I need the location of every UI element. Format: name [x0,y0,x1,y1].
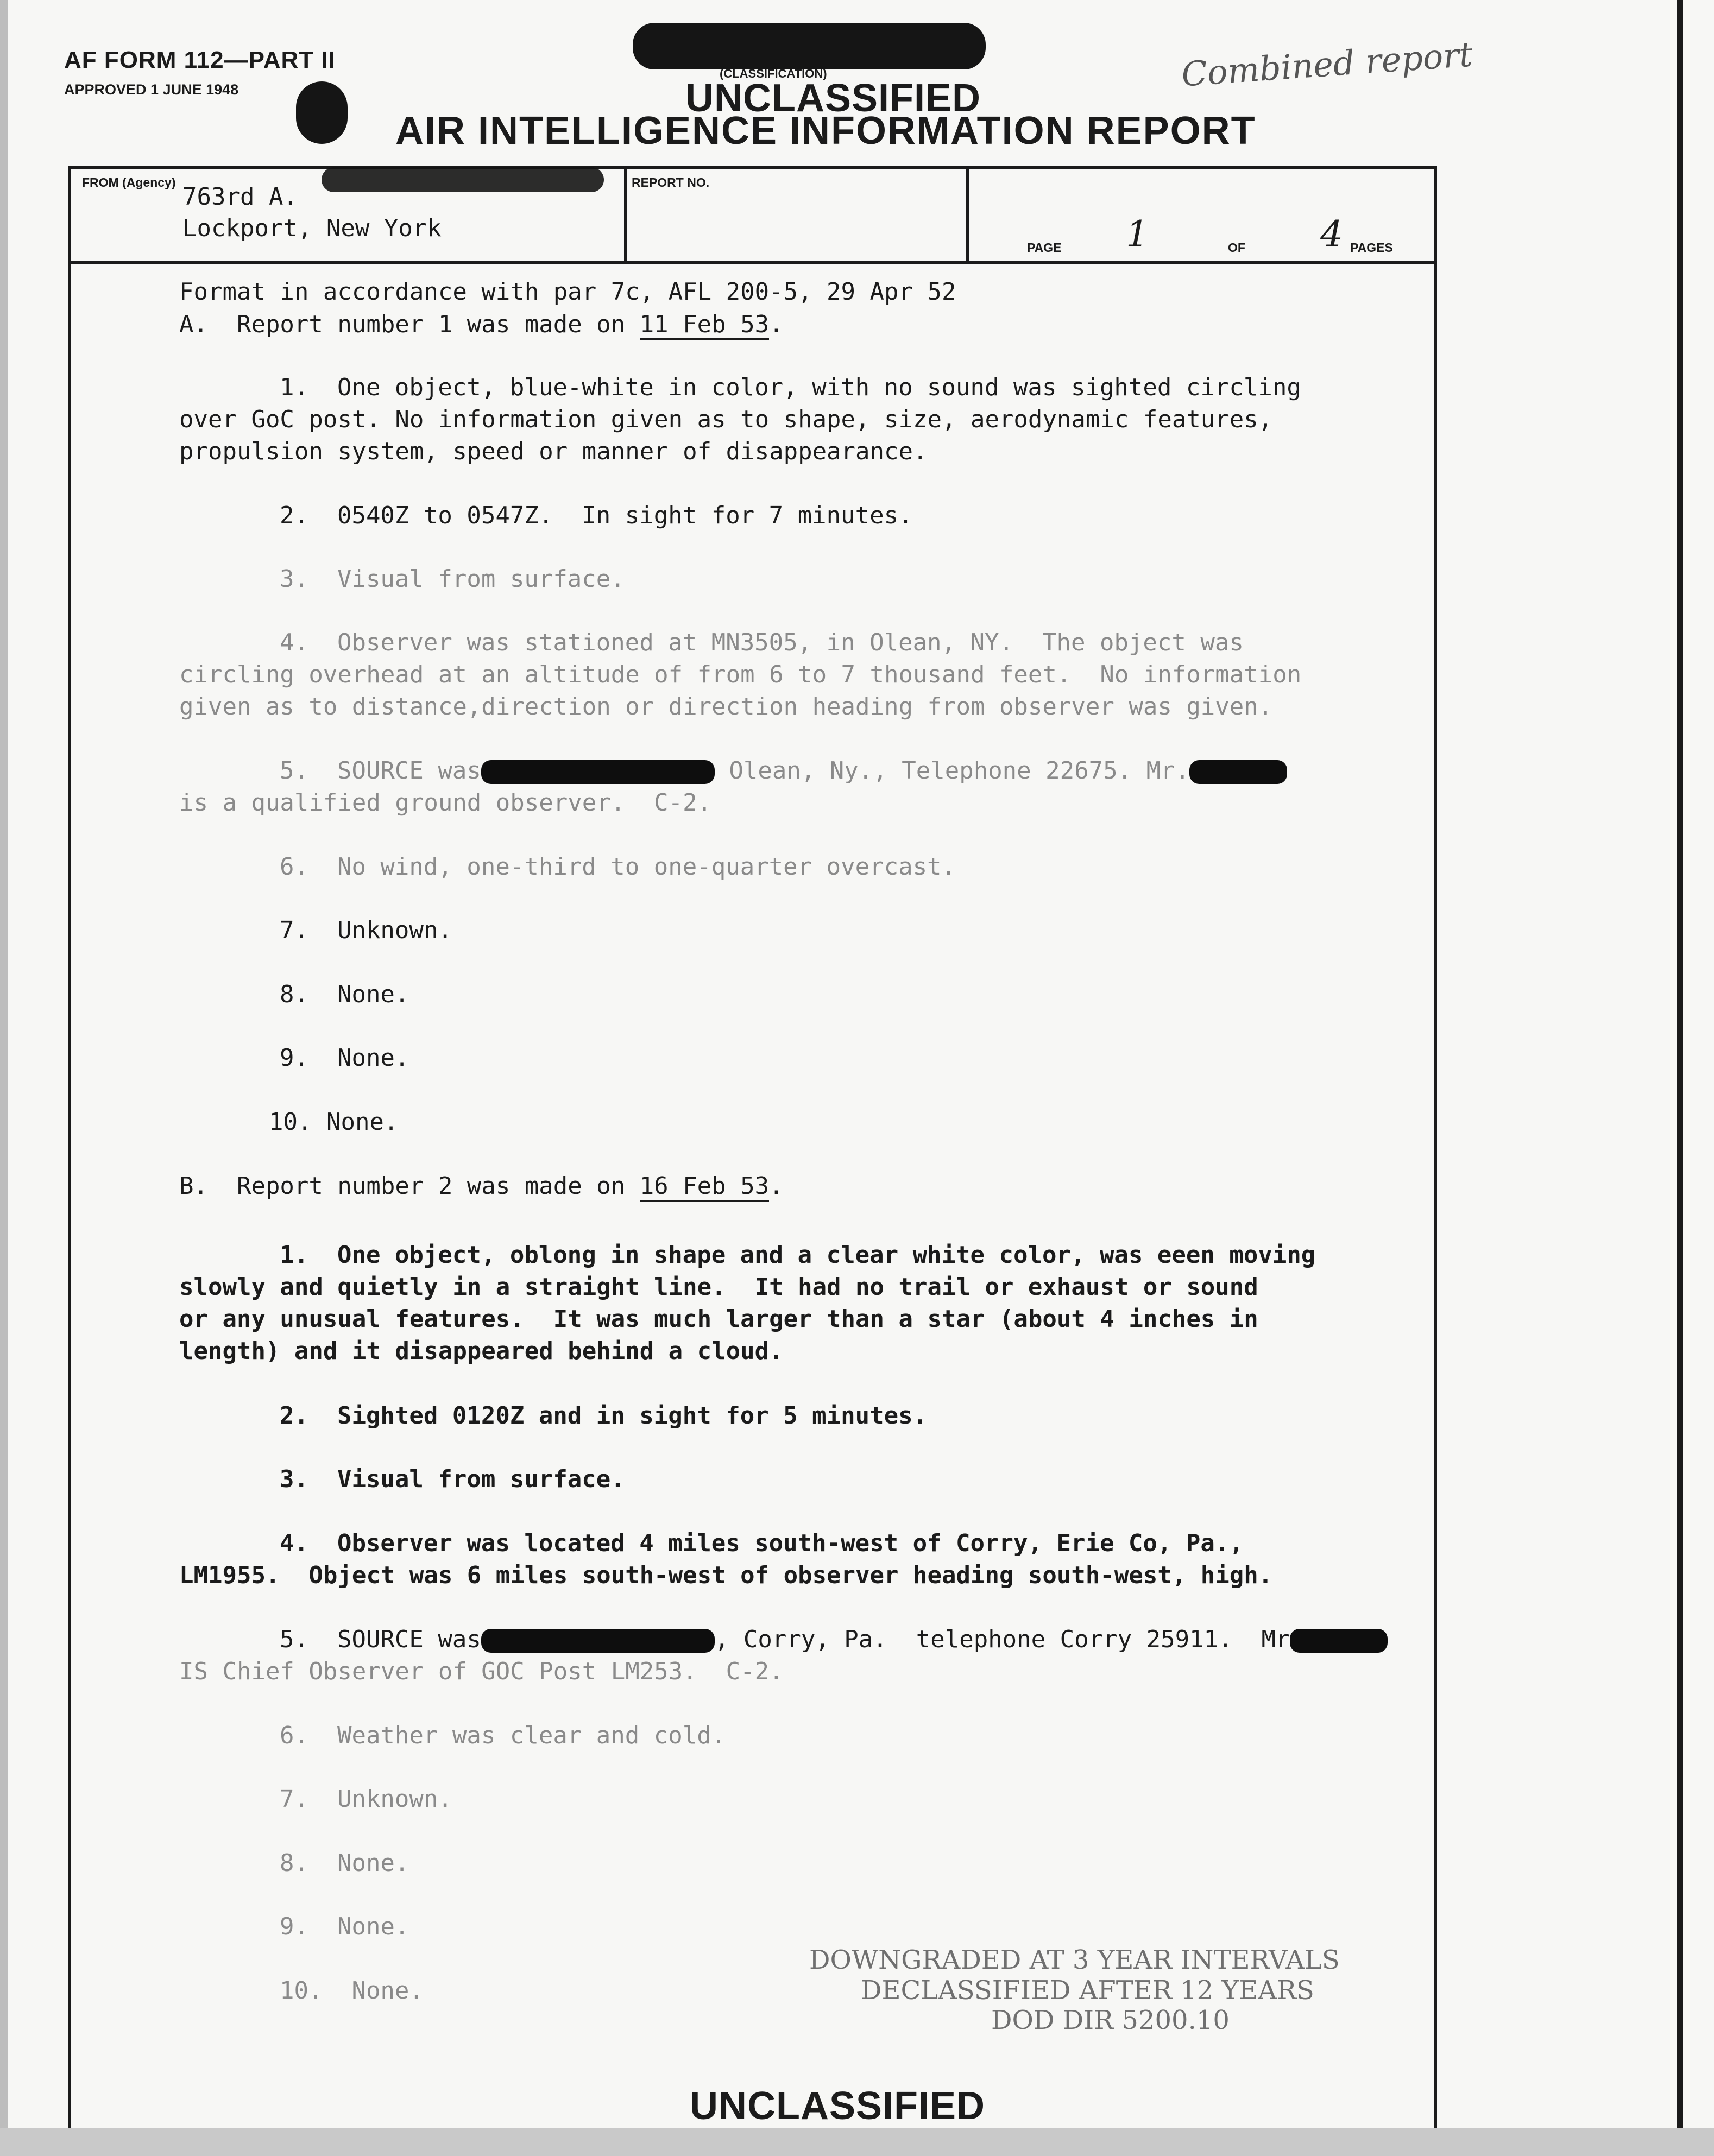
report-a-item-1: over GoC post. No information given as to shape, size, aerodynamic features, [179,406,1273,433]
report-b-item-1: or any unusual features. It was much larger than a star (about 4 inches in [179,1305,1258,1333]
declassification-stamp-line3: DOD DIR 5200.10 [991,2005,1230,2035]
redaction-blot-top [633,23,986,69]
classification-bottom: UNCLASSIFIED [690,2084,986,2128]
report-b-item-4: LM1955. Object was 6 miles south-west of observer heading south-west, high. [179,1561,1273,1589]
pages-label: PAGES [1350,241,1393,255]
report-b-item-4: 4. Observer was located 4 miles south-west of Corry, Erie Co, Pa., [280,1529,1244,1557]
report-b-item-9: 9. None. [280,1913,409,1940]
report-b-heading: B. Report number 2 was made on 16 Feb 53. [179,1172,784,1200]
classification-top: UNCLASSIFIED [685,77,981,120]
report-header-box [68,166,1437,264]
redaction-from [322,167,604,192]
report-a-item-5: 5. SOURCE was Olean, Ny., Telephone 22675. Mr. [280,757,1287,785]
report-b-item-5: IS Chief Observer of GOC Post LM253. C-2. [179,1658,784,1685]
report-b-item-5: 5. SOURCE was , Corry, Pa. telephone Corry 25911. Mr [280,1626,1388,1653]
report-b-item-3: 3. Visual from surface. [280,1465,625,1493]
report-b-date: 16 Feb 53 [640,1172,769,1202]
scan-edge-right [1677,0,1683,2156]
scan-edge-left [0,0,8,2156]
report-a-item-3: 3. Visual from surface. [280,565,625,593]
from-agency-line2: Lockport, New York [182,214,442,242]
redaction [481,760,715,784]
report-a-item-9: 9. None. [280,1044,409,1072]
frame-border-right [1434,264,1437,2128]
report-title: AIR INTELLIGENCE INFORMATION REPORT [395,109,1256,153]
report-b-item-6: 6. Weather was clear and cold. [280,1722,726,1749]
report-a-heading: A. Report number 1 was made on 11 Feb 53. [179,311,784,338]
page-number: 1 [1126,213,1149,255]
report-a-item-7: 7. Unknown. [280,916,452,944]
from-agency-line1: 763rd A. [182,183,298,211]
classification-label: (CLASSIFICATION) [720,67,827,80]
handwritten-note: Combined report [1180,34,1474,94]
report-a-item-4: given as to distance,direction or direction heading from observer was given. [179,693,1273,720]
format-line: Format in accordance with par 7c, AFL 200-5, 29 Apr 52 [179,278,956,306]
scan-edge-bottom [0,2128,1714,2156]
report-a-item-8: 8. None. [280,981,409,1008]
report-a-item-6: 6. No wind, one-third to one-quarter overcast. [280,853,956,881]
from-label: FROM (Agency) [82,175,176,189]
report-a-item-5: is a qualified ground observer. C-2. [179,789,712,817]
report-b-item-7: 7. Unknown. [280,1785,452,1813]
report-b-item-8: 8. None. [280,1849,409,1877]
report-a-item-1: propulsion system, speed or manner of disappearance. [179,438,928,465]
redaction [1189,760,1287,784]
ink-blot [296,81,348,144]
report-b-item-1: 1. One object, oblong in shape and a clear white color, was eeen moving [280,1241,1316,1269]
form-approved-date: APPROVED 1 JUNE 1948 [64,81,239,98]
report-b-item-1: slowly and quietly in a straight line. It had no trail or exhaust or sound [179,1273,1258,1301]
page-label: PAGE [1027,241,1062,255]
header-divider [966,169,969,261]
report-a-item-10: 10. None. [269,1108,399,1136]
declassification-stamp-line2: DECLASSIFIED AFTER 12 YEARS [861,1975,1314,2006]
form-id: AF FORM 112—PART II [64,47,336,73]
header-divider [624,169,627,261]
declassification-stamp-line1: DOWNGRADED AT 3 YEAR INTERVALS [809,1945,1340,1975]
report-a-item-1: 1. One object, blue-white in color, with no sound was sighted circling [280,374,1301,401]
page-total: 4 [1320,213,1343,255]
report-a-item-4: circling overhead at an altitude of from 6 to 7 thousand feet. No information [179,661,1302,688]
report-b-item-10: 10. None. [280,1977,424,2005]
report-a-item-4: 4. Observer was stationed at MN3505, in Olean, NY. The object was [280,629,1244,656]
frame-border-left [68,264,71,2128]
report-b-item-2: 2. Sighted 0120Z and in sight for 5 minutes. [280,1402,928,1430]
report-no-label: REPORT NO. [632,175,710,189]
of-label: OF [1228,241,1245,255]
redaction [1290,1629,1388,1653]
report-b-item-1: length) and it disappeared behind a cloud. [179,1337,784,1365]
report-a-item-2: 2. 0540Z to 0547Z. In sight for 7 minutes. [280,502,913,529]
redaction [481,1629,715,1653]
report-a-date: 11 Feb 53 [640,311,769,340]
